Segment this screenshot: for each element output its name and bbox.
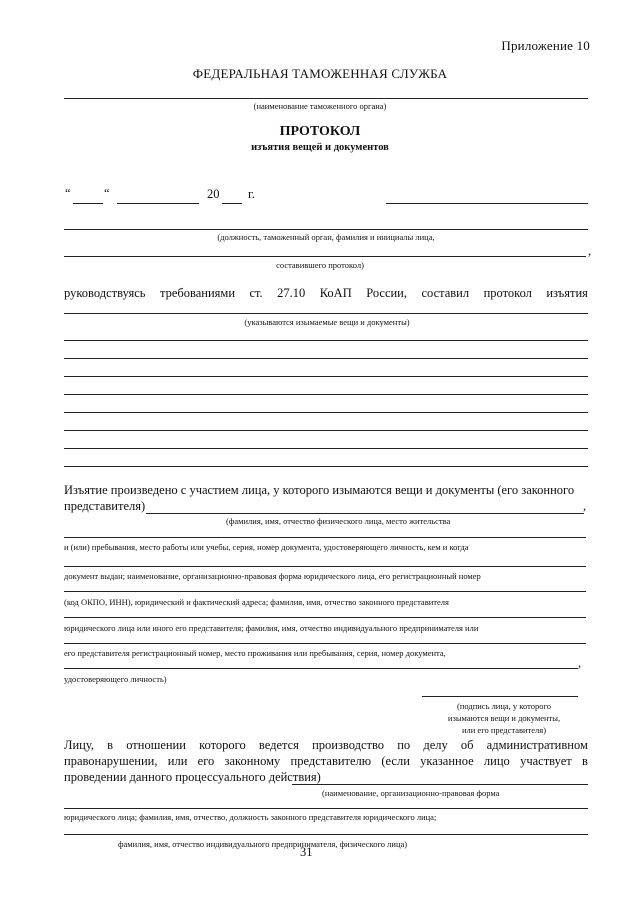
- date-year-prefix: 20: [207, 187, 220, 201]
- guided-word: изъятия: [546, 286, 588, 300]
- proceeding-word: которого: [199, 738, 246, 752]
- items-line-5[interactable]: [64, 412, 588, 413]
- guided-word: протокол: [483, 286, 532, 300]
- items-line-4[interactable]: [64, 394, 588, 395]
- official-comma: ,: [588, 244, 592, 258]
- proceeding-word: (если: [381, 754, 410, 768]
- proceeding-word: лицо: [483, 754, 510, 768]
- person-line-1[interactable]: [64, 537, 586, 538]
- guided-word: 27.10: [277, 286, 306, 300]
- customs-org-line[interactable]: [64, 98, 588, 99]
- items-line-0[interactable]: [64, 313, 588, 314]
- date-year-suffix: г.: [248, 187, 255, 201]
- org-caption-2: юридического лица; фамилия, имя, отчество, должность законного представителя юридического лица;: [64, 812, 437, 822]
- proceeding-line-1: [64, 738, 588, 753]
- proceeding-word: его: [197, 754, 215, 768]
- items-caption: (указываются изымаемые вещи и документы): [244, 317, 410, 327]
- person-caption-3: документ выдан; наименование, организационно-правовая форма юридического лица, его регистрационный номер: [64, 571, 481, 581]
- guided-word: России,: [366, 286, 407, 300]
- org-line-1[interactable]: [64, 808, 588, 809]
- date-year-field[interactable]: [222, 203, 242, 204]
- signature-caption-line: изымаются вещи и документы,: [447, 713, 561, 723]
- proceeding-word: в: [107, 738, 114, 752]
- items-line-1[interactable]: [64, 340, 588, 341]
- org-caption-1: (наименование, организационно-правовая форма: [322, 788, 500, 798]
- proceeding-word: правонарушении,: [64, 754, 158, 768]
- person-caption-1: (фамилия, имя, отчество физического лица, место жительства: [226, 516, 451, 526]
- guided-word: составил: [421, 286, 470, 300]
- proceeding-word: законному: [224, 754, 281, 768]
- customs-org-caption: (наименование таможенного органа): [253, 101, 387, 111]
- person-caption-2: и (или) пребывания, место работы или учебы, серия, номер документа, удостоверяющего личность, кем и когда: [64, 542, 469, 552]
- person-caption-4: (код ОКПО, ИНН), юридический и фактический адреса; фамилия, имя, отчество законного представителя: [64, 597, 449, 607]
- items-line-3[interactable]: [64, 376, 588, 377]
- items-line-7[interactable]: [64, 448, 588, 449]
- proceeding-word: об: [460, 738, 474, 752]
- official-line-2[interactable]: [64, 256, 586, 257]
- signature-line[interactable]: [422, 696, 578, 697]
- proceeding-word: указанное: [420, 754, 474, 768]
- proceeding-word: по: [397, 738, 411, 752]
- participant-field[interactable]: [146, 513, 584, 514]
- proceeding-word: Лицу,: [64, 738, 94, 752]
- proceeding-word: ведется: [258, 738, 299, 752]
- items-line-8[interactable]: [64, 466, 588, 467]
- agency-name: ФЕДЕРАЛЬНАЯ ТАМОЖЕННАЯ СЛУЖБА: [192, 66, 448, 81]
- guided-by-line: [64, 286, 588, 301]
- person-line-5[interactable]: [64, 643, 586, 644]
- person-caption-7: удостоверяющего личность): [64, 674, 167, 684]
- signature-caption-line: (подпись лица, у которого: [456, 701, 552, 711]
- org-line-2[interactable]: [64, 834, 588, 835]
- date-quote-close: “: [104, 186, 110, 200]
- proceeding-line-2: [64, 754, 588, 769]
- proceeding-word: отношении: [126, 738, 186, 752]
- person-caption-5: юридического лица или иного его представителя; фамилия, имя, отчество индивидуального предпринимателя или: [64, 623, 479, 633]
- person-line-3[interactable]: [64, 591, 586, 592]
- org-caption-3: фамилия, имя, отчество индивидуального предпринимателя, физического лица): [118, 839, 408, 849]
- participation-text-1: Изъятие произведено с участием лица, у которого изымаются вещи и документы (его законного: [64, 483, 575, 497]
- proceeding-word: участвует: [520, 754, 572, 768]
- person-line-6[interactable]: [64, 668, 578, 669]
- proceeding-word: в: [582, 754, 588, 768]
- person-caption-6: его представителя регистрационный номер, место проживания или пребывания, серия, номер документа,: [64, 648, 446, 658]
- person-comma: ,: [578, 656, 582, 670]
- document-title: ПРОТОКОЛ: [279, 124, 361, 139]
- signature-caption-line: или его представителя): [461, 725, 547, 735]
- date-month-field[interactable]: [117, 203, 199, 204]
- place-field[interactable]: [386, 203, 588, 204]
- items-line-6[interactable]: [64, 430, 588, 431]
- proceeding-word: или: [167, 754, 188, 768]
- document-subtitle: изъятия вещей и документов: [251, 142, 389, 153]
- items-line-2[interactable]: [64, 358, 588, 359]
- official-line-1[interactable]: [64, 229, 588, 230]
- official-caption-1: (должность, таможенный орган, фамилия и инициалы лица,: [217, 232, 435, 242]
- proceeding-field[interactable]: [292, 784, 588, 785]
- proceeding-line-3: проведении данного процессуального действия): [64, 770, 321, 784]
- appendix-label: Приложение 10: [501, 38, 590, 53]
- person-line-4[interactable]: [64, 617, 586, 618]
- proceeding-word: представителю: [290, 754, 372, 768]
- page-number: 31: [300, 845, 313, 859]
- guided-word: ст.: [249, 286, 263, 300]
- guided-word: требованиями: [159, 286, 236, 300]
- person-line-2[interactable]: [64, 566, 586, 567]
- official-caption-2: составившего протокол): [276, 260, 364, 270]
- proceeding-word: административном: [486, 738, 588, 752]
- proceeding-word: делу: [423, 738, 448, 752]
- guided-word: КоАП: [319, 286, 352, 300]
- date-day-field[interactable]: [73, 203, 103, 204]
- participation-text-2: представителя): [64, 499, 146, 513]
- date-quote-open: “: [65, 186, 71, 200]
- signature-caption: [422, 700, 586, 736]
- guided-word: руководствуясь: [64, 286, 146, 300]
- proceeding-word: производство: [312, 738, 385, 752]
- participant-comma: ,: [583, 499, 587, 513]
